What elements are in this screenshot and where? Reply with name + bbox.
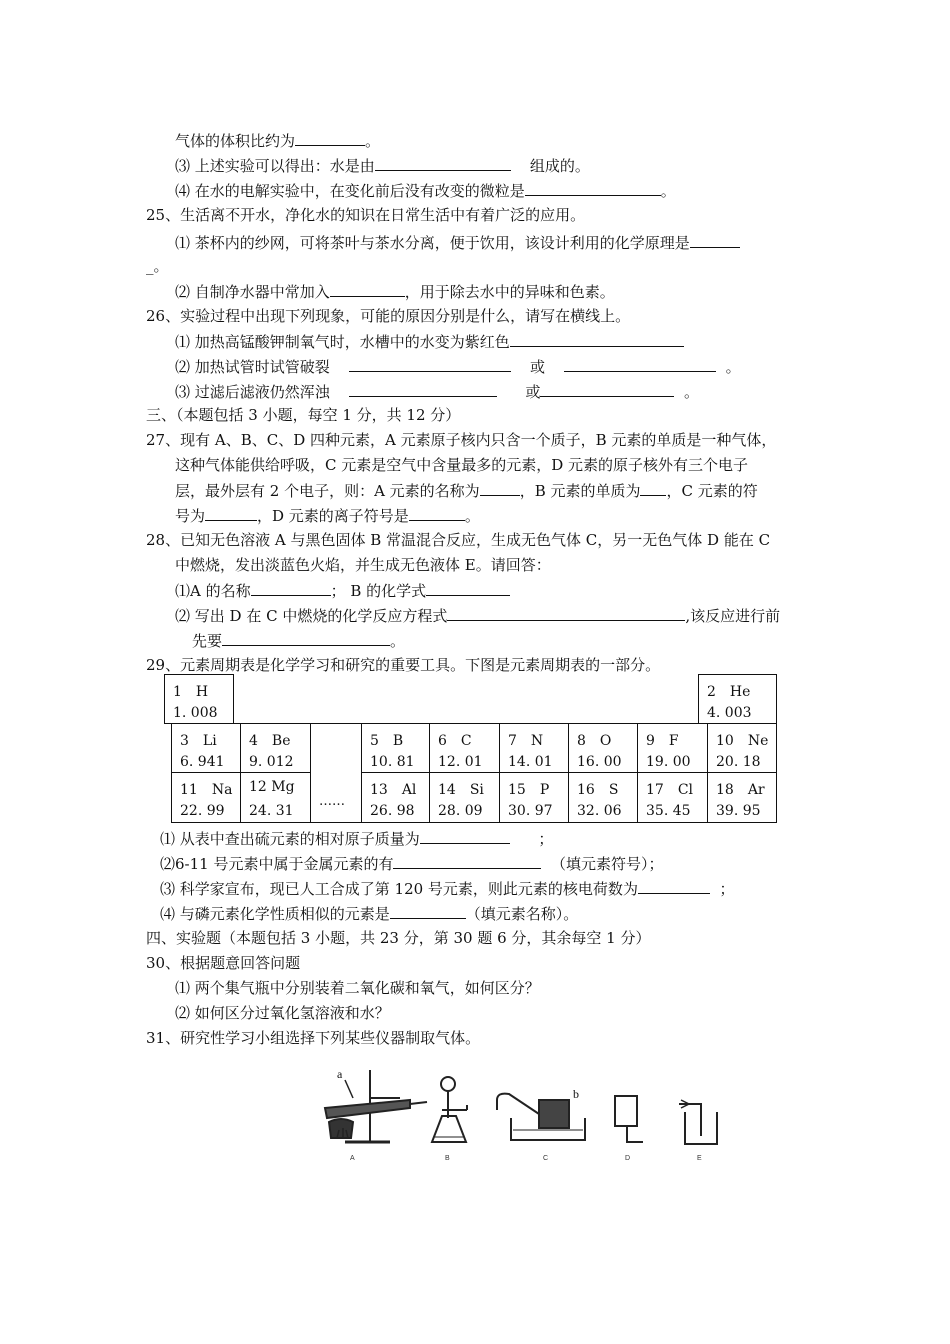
- blank[interactable]: [426, 580, 510, 596]
- question-30-1: ⑴ 两个集气瓶中分别装着二氧化碳和氧气，如何区分？: [175, 979, 540, 997]
- blank[interactable]: [480, 480, 520, 496]
- blank[interactable]: [330, 281, 405, 297]
- blank[interactable]: [393, 853, 541, 869]
- element-Ne: 10 Ne 20. 18: [707, 723, 777, 773]
- caption-E: E: [697, 1155, 702, 1162]
- element-Al: 13 Al 26. 98: [361, 772, 430, 823]
- caption-C: C: [543, 1155, 549, 1162]
- question-28-b: 中燃烧，发出淡蓝色火焰，并生成无色液体 E。请回答：: [175, 556, 551, 574]
- element-N: 7 N 14. 01: [499, 723, 569, 773]
- question-25-1-end: _。: [146, 257, 169, 275]
- element-He: 2 He 4. 003: [698, 674, 777, 724]
- apparatus-C: [497, 1094, 585, 1140]
- question-26-2: ⑵ 加热试管时试管破裂 或 。: [175, 358, 741, 376]
- question-29: 29、元素周期表是化学学习和研究的重要工具。下图是元素周期表的一部分。: [146, 656, 661, 674]
- blank[interactable]: [251, 580, 331, 596]
- question-25-1: ⑴ 茶杯内的纱网，可将茶叶与茶水分离，便于饮用，该设计利用的化学原理是: [175, 232, 740, 253]
- blank[interactable]: [349, 356, 511, 372]
- apparatus-D: [615, 1096, 643, 1142]
- section-4-heading: 四、实验题（本题包括 3 小题，共 23 分，第 30 题 6 分，其余每空 1 分）: [146, 929, 651, 947]
- blank[interactable]: [390, 903, 466, 919]
- blank[interactable]: [564, 356, 716, 372]
- question-28-a: 28、已知无色溶液 A 与黑色固体 B 常温混合反应，生成无色气体 C，另一无色气体 D 能在 C: [146, 531, 771, 549]
- element-Li: 3 Li 6. 941: [171, 723, 241, 773]
- question-25-2: ⑵ 自制净水器中常加入 ，用于除去水中的异味和色素。: [175, 283, 615, 301]
- question-29-4: ⑷ 与磷元素化学性质相似的元素是 （填元素名称）。: [160, 905, 579, 923]
- element-F: 9 F 19. 00: [637, 723, 708, 773]
- question-30: 30、根据题意回答问题: [146, 954, 301, 972]
- apparatus-B: [432, 1077, 467, 1142]
- blank[interactable]: [420, 828, 510, 844]
- caption-B: B: [445, 1155, 450, 1162]
- question-27-c: 层，最外层有 2 个电子，则：A 元素的名称为 ，B 元素的单质为 ，C 元素的符: [175, 482, 758, 500]
- blank[interactable]: [640, 480, 666, 496]
- caption-A: A: [350, 1155, 355, 1162]
- line-water-composition: ⑶ 上述实验可以得出：水是由 组成的。: [175, 157, 590, 175]
- element-gap: ……: [310, 723, 362, 823]
- question-28-3: 先要 。: [192, 632, 406, 650]
- element-P: 15 P 30. 97: [499, 772, 569, 823]
- blank[interactable]: [349, 381, 497, 397]
- element-Mg: 12 Mg 24. 31: [240, 772, 311, 823]
- element-C: 6 C 12. 01: [429, 723, 500, 773]
- blank[interactable]: [222, 630, 390, 646]
- element-Be: 4 Be 9. 012: [240, 723, 311, 773]
- question-26: 26、实验过程中出现下列现象，可能的原因分别是什么，请写在横线上。: [146, 307, 631, 325]
- question-29-3: ⑶ 科学家宣布，现已人工合成了第 120 号元素，则此元素的核电荷数为 ；: [160, 880, 735, 898]
- element-H: 1 H 1. 008: [164, 674, 234, 724]
- question-31: 31、研究性学习小组选择下列某些仪器制取气体。: [146, 1029, 481, 1047]
- question-29-1: ⑴ 从表中查出硫元素的相对原子质量为 ；: [160, 830, 554, 848]
- question-27-d: 号为 ，D 元素的离子符号是 。: [175, 507, 480, 525]
- blank[interactable]: [510, 331, 684, 347]
- question-29-2: ⑵6-11 号元素中属于金属元素的有 （填元素符号）；: [160, 855, 664, 873]
- blank[interactable]: [409, 505, 465, 521]
- question-30-2: ⑵ 如何区分过氧化氢溶液和水？: [175, 1004, 390, 1022]
- line-electrolysis-particles: ⑷ 在水的电解实验中，在变化前后没有改变的微粒是 。: [175, 182, 676, 200]
- element-Na: 11 Na 22. 99: [171, 772, 241, 823]
- caption-D: D: [625, 1155, 631, 1162]
- blank[interactable]: [638, 878, 710, 894]
- element-O: 8 O 16. 00: [568, 723, 638, 773]
- section-3-heading: 三、（本题包括 3 小题，每空 1 分，共 12 分）: [146, 406, 461, 424]
- element-Si: 14 Si 28. 09: [429, 772, 500, 823]
- blank[interactable]: [375, 155, 511, 171]
- question-28-2: ⑵ 写出 D 在 C 中燃烧的化学反应方程式 ,该反应进行前: [175, 607, 781, 625]
- blank[interactable]: [205, 505, 257, 521]
- question-26-1: ⑴ 加热高锰酸钾制氧气时，水槽中的水变为紫红色: [175, 331, 684, 352]
- label-a: a: [337, 1067, 343, 1081]
- apparatus-E: [679, 1100, 717, 1144]
- blank[interactable]: [447, 605, 685, 621]
- line-gas-ratio: 气体的体积比约为 。: [175, 132, 381, 150]
- element-B: 5 B 10. 81: [361, 723, 430, 773]
- blank[interactable]: [295, 130, 365, 146]
- apparatus-figure: [315, 1060, 735, 1170]
- blank[interactable]: [690, 232, 740, 248]
- label-b: b: [573, 1087, 579, 1101]
- element-S: 16 S 32. 06: [568, 772, 638, 823]
- question-26-3: ⑶ 过滤后滤液仍然浑浊 或 。: [175, 383, 700, 401]
- question-27-b: 这种气体能供给呼吸，C 元素是空气中含量最多的元素，D 元素的原子核外有三个电子: [175, 456, 749, 474]
- question-27-a: 27、现有 A、B、C、D 四种元素，A 元素原子核内只含一个质子，B 元素的单质是一种气体，: [146, 431, 777, 449]
- question-25: 25、生活离不开水，净化水的知识在日常生活中有着广泛的应用。: [146, 206, 586, 224]
- blank[interactable]: [540, 381, 674, 397]
- element-Cl: 17 Cl 35. 45: [637, 772, 708, 823]
- blank[interactable]: [525, 180, 661, 196]
- question-28-1: ⑴A 的名称 ； B 的化学式: [175, 580, 510, 601]
- element-Ar: 18 Ar 39. 95: [707, 772, 777, 823]
